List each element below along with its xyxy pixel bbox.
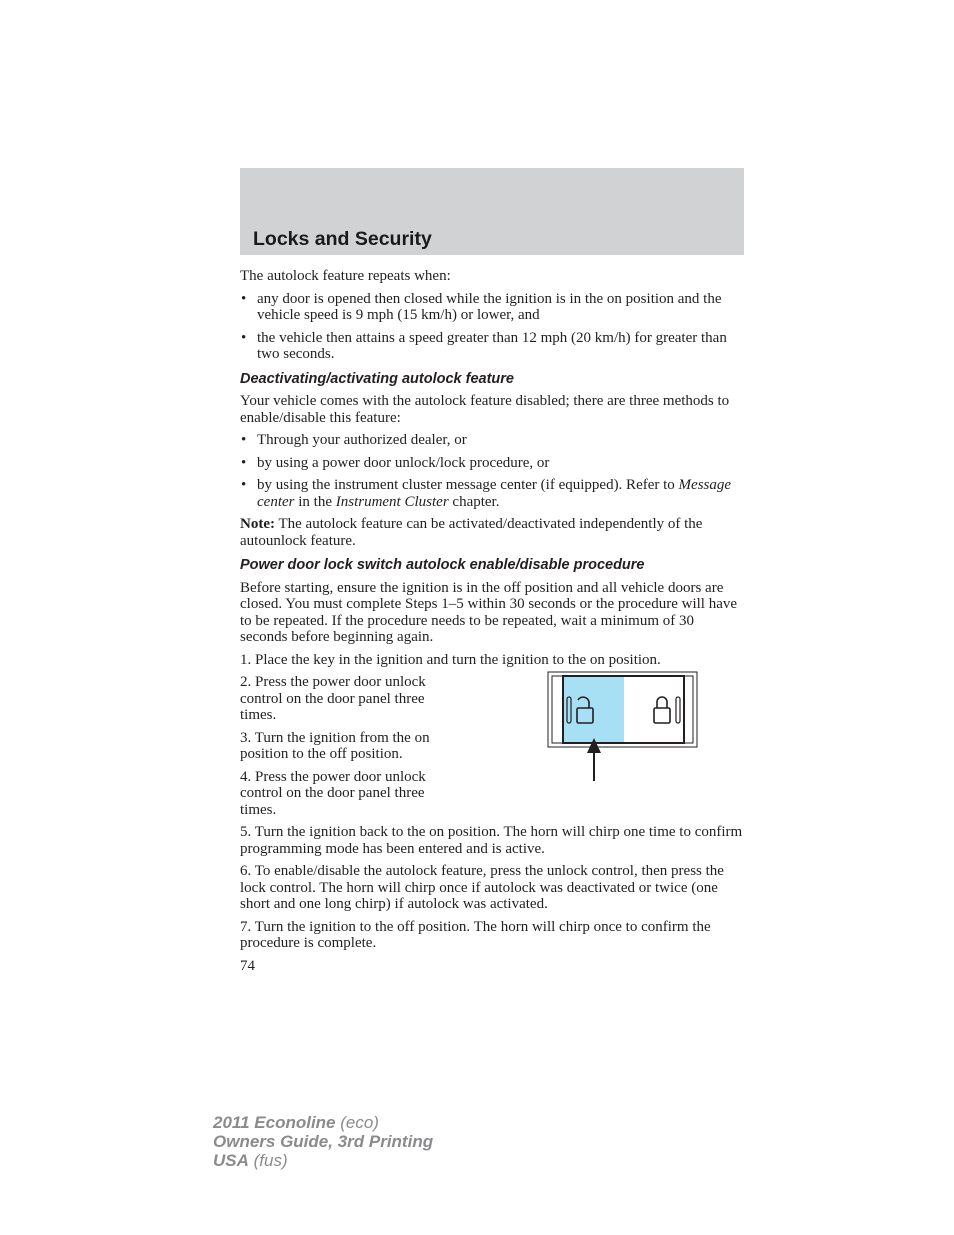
page-number: 74 [240,957,255,974]
repeat-conditions-list [240,291,744,363]
list-item [240,477,744,510]
chapter-title: Locks and Security [253,228,432,250]
list-item: • Through your authorized dealer, or [240,432,744,449]
footer-model-line [213,1113,433,1132]
door-lock-switch-illustration [547,671,699,783]
methods-intro-paragraph: Your vehicle comes with the autolock feature disabled; there are three methods to enable/disable this feature: [240,393,730,426]
list-item: • any door is opened then closed while the ignition is in the on position and the vehicle speed is 9 mph (15 km/h) or lower, and [240,291,744,324]
method-text: chapter. [448,493,500,510]
section-heading-deactivating: Deactivating/activating autolock feature [240,370,514,387]
footer-model: 2011 Econoline [213,1113,336,1132]
note-paragraph [240,516,744,549]
cross-reference-message-center: Message center [257,477,732,510]
list-item: • the vehicle then attains a speed greater than 12 mph (20 km/h) for greater than two seconds. [240,330,744,363]
note-text: The autolock feature can be activated/deactivated independently of the autounlock feature. [240,516,703,549]
section-heading-procedure: Power door lock switch autolock enable/disable procedure [240,557,645,573]
list-item: • by using a power door unlock/lock procedure, or [240,455,744,472]
footer-market-code: (fus) [248,1151,288,1170]
method-text: in the [294,493,336,510]
footer-market: USA [213,1151,249,1170]
chapter-header-band [240,168,744,255]
step-5: 5. Turn the ignition back to the on position. The horn will chirp one time to confirm programming mode has been entered and is active. [240,824,743,857]
step-4: 4. Press the power door unlock control on the door panel three times. [240,768,426,818]
step-2: 2. Press the power door unlock control on the door panel three times. [240,674,426,723]
footer-guide-line: Owners Guide, 3rd Printing [213,1132,434,1151]
intro-paragraph: The autolock feature repeats when: [240,268,451,284]
footer-model-code: (eco) [335,1113,379,1132]
step-1: 1. Place the key in the ignition and turn the ignition to the on position. [240,651,661,668]
cross-reference-instrument-cluster: Instrument Cluster [335,493,449,510]
note-label: Note: [240,516,275,532]
footer-market-line [213,1151,433,1170]
main-content [240,268,744,980]
step-7: 7. Turn the ignition to the off position. The horn will chirp once to confirm the procedure is complete. [240,918,711,951]
procedure-intro-paragraph: Before starting, ensure the ignition is in the off position and all vehicle doors are closed. You must complete Steps 1–5 within 30 seconds or the procedure will have to be repeated. If the procedure needs to be repeated, wait a minimum of 30 seconds before beginning again. [240,579,738,645]
step-3: 3. Turn the ignition from the on position to the off position. [240,729,430,762]
method-text: by using the instrument cluster message center (if equipped). Refer to [257,477,679,493]
door-lock-switch-figure [547,671,699,788]
document-footer [213,1113,433,1170]
step-6: 6. To enable/disable the autolock feature, press the unlock control, then press the lock control. The horn will chirp once if autolock was deactivated or twice (one short and one long chirp) if autolock was activated. [240,863,724,912]
methods-list [240,432,744,510]
